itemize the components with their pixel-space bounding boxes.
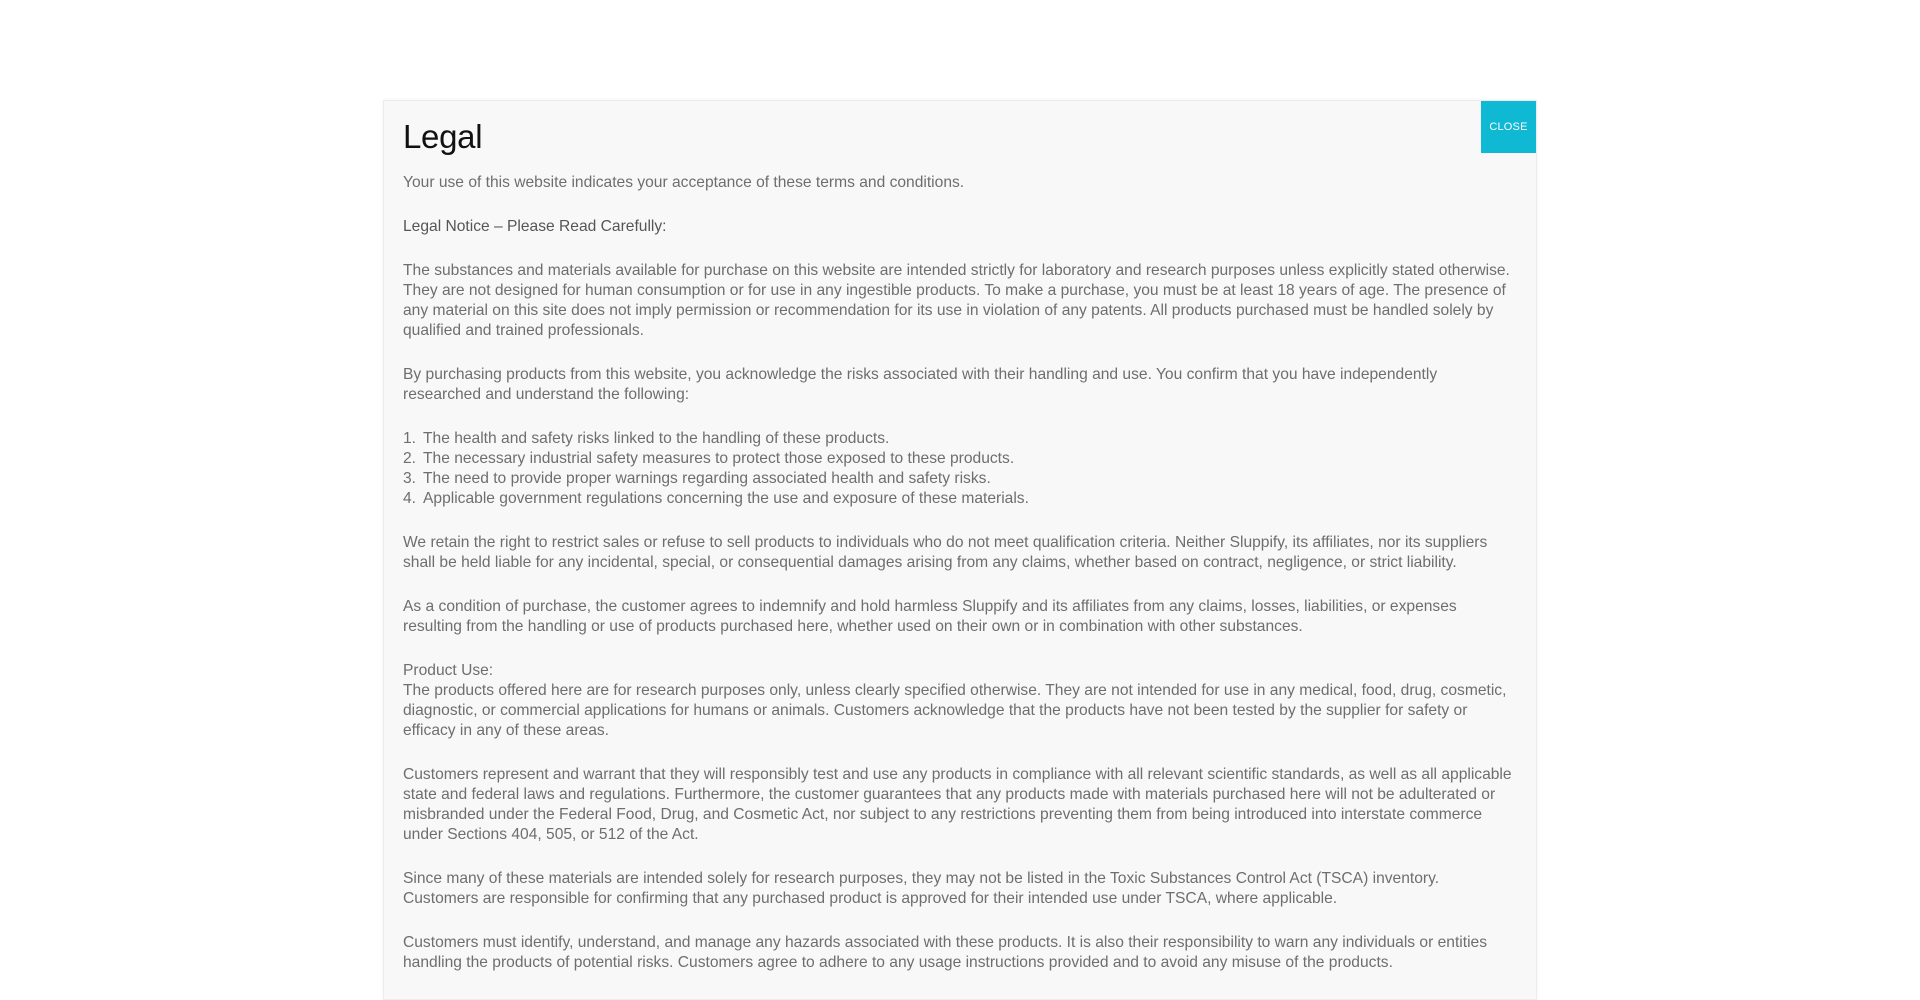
list-item-text: Applicable government regulations concerning the use and exposure of these materials. — [423, 490, 1029, 507]
paragraph-indemnify: As a condition of purchase, the customer agrees to indemnify and hold harmless Sluppify and its affiliates from any claims, losses, liabilities, or expenses resulting from the handling or use of products purchased here, whether used on their own or in combination with other substances. — [403, 598, 1457, 635]
paragraph-restrict-sales: We retain the right to restrict sales or refuse to sell products to individuals who do not meet qualification criteria. Neither Sluppify, its affiliates, nor its suppliers shall be held liable for any incidental, special, or consequential damages arising from any claims, whether based on contract, negligence, or strict liability. — [403, 534, 1488, 571]
paragraph-warranty: Customers represent and warrant that they will responsibly test and use any products in compliance with all relevant scientific standards, as well as all applicable state and federal laws and regulations. Furthermore, the customer guarantees that any products made with materials purchased here will not be adulterated or misbranded under the Federal Food, Drug, and Cosmetic Act, nor subject to any restrictions preventing them from being introduced into interstate commerce under Sections 404, 505, or 512 of the Act. — [403, 766, 1512, 843]
list-item-number: 3. — [403, 470, 417, 487]
close-button[interactable]: CLOSE — [1481, 101, 1536, 153]
paragraph-hazards: Customers must identify, understand, and manage any hazards associated with these products. It is also their responsibility to warn any individuals or entities handling the products of potential risks. Customers agree to adhere to any usage instructions provided and to avoid any misuse of the products. — [403, 934, 1488, 971]
modal-content — [384, 101, 1536, 973]
list-item — [403, 489, 1518, 509]
paragraph-tsca: Since many of these materials are intended solely for research purposes, they may not be listed in the Toxic Substances Control Act (TSCA) inventory. Customers are responsible for confirming that any purchased product is approved for their intended use under TSCA, where applicable. — [403, 870, 1440, 907]
legal-modal — [383, 100, 1537, 1000]
list-item-text: The health and safety risks linked to the handling of these products. — [423, 430, 890, 447]
risks-list — [403, 429, 1518, 509]
list-item — [403, 429, 1518, 449]
modal-title: Legal — [403, 118, 483, 155]
paragraph-acknowledge-risks: By purchasing products from this website, you acknowledge the risks associated with their handling and use. You confirm that you have independently researched and understand the following: — [403, 366, 1438, 403]
notice-heading: Legal Notice – Please Read Carefully: — [403, 218, 667, 235]
list-item-text: The need to provide proper warnings regarding associated health and safety risks. — [423, 470, 991, 487]
list-item-text: The necessary industrial safety measures to protect those exposed to these products. — [423, 450, 1015, 467]
paragraph-product-use: The products offered here are for research purposes only, unless clearly specified otherwise. They are not intended for use in any medical, food, drug, cosmetic, diagnostic, or commercial applications for humans or animals. Customers acknowledge that the products have not been tested by the supplier for safety or efficacy in any of these areas. — [403, 682, 1507, 739]
product-use-section — [403, 661, 1518, 741]
intro-text: Your use of this website indicates your acceptance of these terms and conditions. — [403, 174, 965, 191]
list-item-number: 1. — [403, 430, 417, 447]
list-item — [403, 469, 1518, 489]
paragraph-laboratory-use: The substances and materials available for purchase on this website are intended strictly for laboratory and research purposes unless explicitly stated otherwise. They are not designed for human consumption or for use in any ingestible products. To make a purchase, you must be at least 18 years of age. The presence of any material on this site does not imply permission or recommendation for its use in violation of any patents. All products purchased must be handled solely by qualified and trained professionals. — [403, 262, 1510, 339]
list-item-number: 4. — [403, 490, 417, 507]
list-item — [403, 449, 1518, 469]
product-use-label: Product Use: — [403, 662, 494, 679]
list-item-number: 2. — [403, 450, 417, 467]
